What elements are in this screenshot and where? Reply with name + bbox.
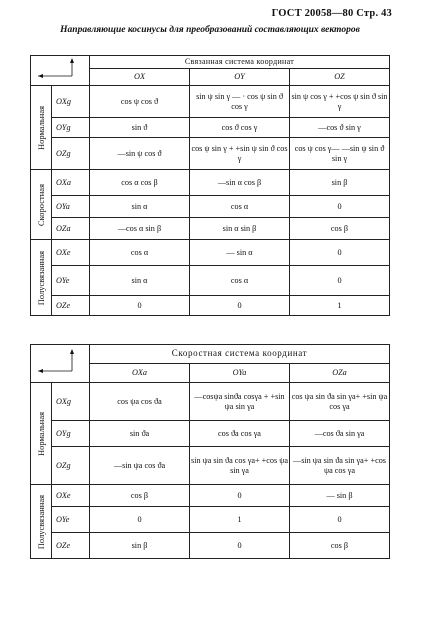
table-cell: cos ϑa cos γa — [190, 421, 290, 447]
table-cell: — sin α — [190, 240, 290, 266]
table-cell: 0 — [190, 485, 290, 507]
table-cell: 0 — [90, 296, 190, 316]
row-symbol: OXe — [52, 485, 90, 507]
table-cell: cos ψ cos ϑ — [90, 86, 190, 118]
corner-cell — [31, 56, 90, 86]
table-cell: cos ψ cos γ— —sin ψ sin ϑ sin γ — [290, 138, 390, 170]
table-cell: cos ψa cos ϑa — [90, 383, 190, 421]
table-cell: —sin ψa cos ϑa — [90, 447, 190, 485]
table-cell: sin β — [90, 533, 190, 559]
table-cell: —sin ψ cos ϑ — [90, 138, 190, 170]
row-symbol: OZe — [52, 533, 90, 559]
group-label: Полусвязанная — [31, 240, 52, 316]
table-cell: sin α — [90, 266, 190, 296]
page-header: ГОСТ 20058—80 Стр. 43 — [271, 8, 392, 19]
row-symbol: OYg — [52, 118, 90, 138]
column-header: OXa — [90, 364, 190, 383]
axis-arrows-icon — [32, 345, 90, 379]
row-symbol: OZe — [52, 296, 90, 316]
row-symbol: OXg — [52, 86, 90, 118]
row-symbol: OZg — [52, 447, 90, 485]
table-cell: sin β — [290, 170, 390, 196]
table-cell: 1 — [290, 296, 390, 316]
row-symbol: OYe — [52, 266, 90, 296]
row-symbol: OZg — [52, 138, 90, 170]
table-cell: —cos α sin β — [90, 218, 190, 240]
table-cell: cos α — [90, 240, 190, 266]
table-cell: 0 — [290, 240, 390, 266]
direction-cosines-table-velocity-axes — [30, 344, 390, 559]
table-cell: sin ϑ — [90, 118, 190, 138]
table-cell: 0 — [290, 196, 390, 218]
table-cell: cos α — [190, 266, 290, 296]
column-header: OYa — [190, 364, 290, 383]
row-symbol: OXe — [52, 240, 90, 266]
table-cell: cos β — [290, 533, 390, 559]
table-cell: sin α sin β — [190, 218, 290, 240]
group-label: Нормальная — [31, 383, 52, 485]
table-cell: cos β — [90, 485, 190, 507]
table-cell: —sin α cos β — [190, 170, 290, 196]
column-header: OZ — [290, 69, 390, 86]
table-cell: 0 — [290, 266, 390, 296]
column-header: OX — [90, 69, 190, 86]
table-cell: cos ψa sin ϑa sin γa+ +sin ψa cos γa — [290, 383, 390, 421]
table-cell: —sin ψa sin ϑa sin γa+ +cos ψa cos γa — [290, 447, 390, 485]
system-label: Скоростная система координат — [90, 345, 390, 364]
group-label: Скоростная — [31, 170, 52, 240]
table-cell: —cosψa sinϑa cosγa + +sin ψa sin γa — [190, 383, 290, 421]
page-title: Направляющие косинусы для преобразований составляющих векторов — [60, 25, 360, 35]
table-cell: —cos ϑa sin γa — [290, 421, 390, 447]
table-cell: sin ψa sin ϑa cos γa+ +cos ψa sin γa — [190, 447, 290, 485]
row-symbol: OXa — [52, 170, 90, 196]
direction-cosines-table-body-axes — [30, 55, 390, 316]
column-header: OY — [190, 69, 290, 86]
table-cell: cos α cos β — [90, 170, 190, 196]
table-cell: cos α — [190, 196, 290, 218]
table-cell: cos ϑ cos γ — [190, 118, 290, 138]
table-cell: 0 — [190, 296, 290, 316]
table-cell: sin α — [90, 196, 190, 218]
corner-cell — [31, 345, 90, 383]
group-label: Нормальная — [31, 86, 52, 170]
column-header: OZa — [290, 364, 390, 383]
row-symbol: OYg — [52, 421, 90, 447]
table-cell: sin ϑa — [90, 421, 190, 447]
table-cell: 0 — [290, 507, 390, 533]
row-symbol: OYa — [52, 196, 90, 218]
group-label: Полусвязанная — [31, 485, 52, 559]
table-cell: 0 — [90, 507, 190, 533]
row-symbol: OYe — [52, 507, 90, 533]
axis-arrows-icon — [32, 56, 90, 82]
table-cell: cos ψ sin γ + +sin ψ sin ϑ cos γ — [190, 138, 290, 170]
table-cell: 1 — [190, 507, 290, 533]
table-cell: sin ψ sin γ — · cos ψ sin ϑ cos γ — [190, 86, 290, 118]
table-cell: —cos ϑ sin γ — [290, 118, 390, 138]
table-cell: 0 — [190, 533, 290, 559]
table-cell: cos β — [290, 218, 390, 240]
row-symbol: OXg — [52, 383, 90, 421]
row-symbol: OZa — [52, 218, 90, 240]
system-label: Связанная система координат — [90, 56, 390, 69]
table-cell: sin ψ cos γ + +cos ψ sin ϑ sin γ — [290, 86, 390, 118]
table-cell: — sin β — [290, 485, 390, 507]
